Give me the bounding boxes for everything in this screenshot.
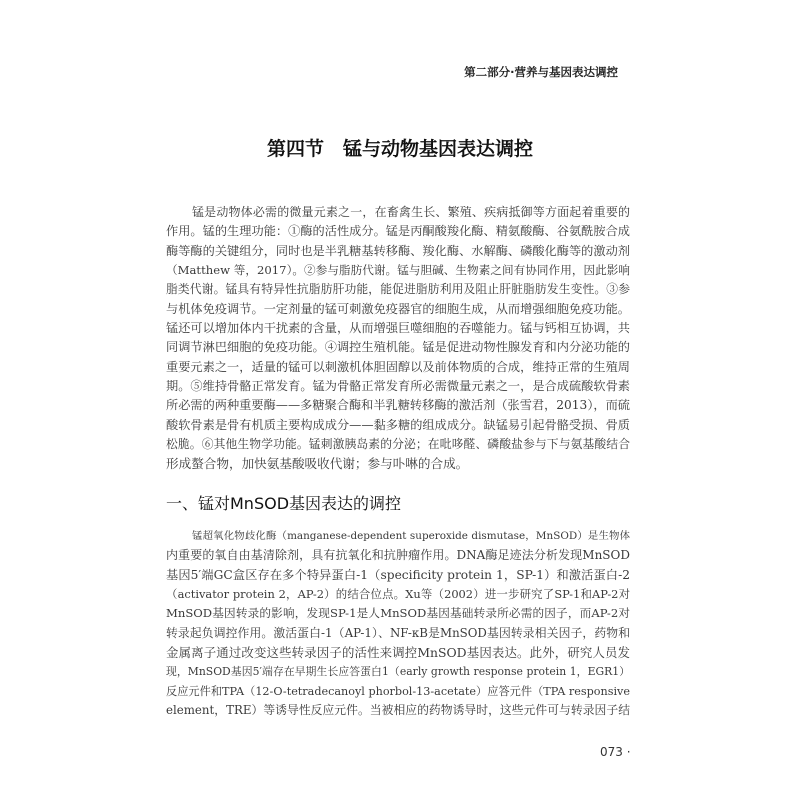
text-line: 酶等酶的关键组分，同时也是半乳糖基转移酶、羧化酶、水解酶、磷酸化酶等的激动剂 (166, 243, 630, 258)
text-line: 基因5′端GC盒区存在多个特异蛋白-1（specificity protein 1，SP-1）和激活蛋白-2 (166, 567, 630, 582)
text-line: 转录起负调控作用。激活蛋白-1（AP-1）、NF-κB是MnSOD基因转录相关因子，药物和 (166, 625, 630, 640)
paragraph-2 (166, 527, 630, 720)
text-line: 锰超氧化物歧化酶（manganese-dependent superoxide dismutase，MnSOD）是生物体 (192, 530, 630, 542)
text-line: 酸软骨素是骨有机质主要构成成分——黏多糖的组成成分。缺锰易引起骨骼受损、骨质 (166, 417, 630, 432)
text-line: element，TRE）等诱导性反应元件。当被相应的药物诱导时，这些元件可与转录因子结 (166, 703, 630, 718)
running-head: 第二部分·营养与基因表达调控 (464, 65, 618, 79)
text-line: 与机体免疫调节。一定剂量的锰可刺激免疫器官的细胞生成，从而增强细胞免疫功能。 (166, 301, 630, 316)
page-number: 073 · (600, 745, 631, 759)
text-line: 反应元件和TPA（12-O-tetradecanoyl phorbol-13-acetate）应答元件（TPA responsive (166, 684, 630, 698)
text-line: 期。⑤维持骨骼正常发育。锰为骨骼正常发育所必需微量元素之一，是合成硫酸软骨素 (166, 379, 630, 394)
section-heading: 一、锰对MnSOD基因表达的调控 (166, 494, 402, 513)
paragraph-1 (166, 203, 630, 474)
text-line: 脂类代谢。锰具有特异性抗脂肪肝功能，能促进脂肪利用及阻止肝脏脂肪发生变性。③参 (166, 282, 630, 297)
text-line: 锰还可以增加体内干扰素的含量，从而增强巨噬细胞的吞噬能力。锰与钙相互协调，共 (166, 321, 630, 336)
text-line: 同调节淋巴细胞的免疫功能。④调控生殖机能。锰是促进动物性腺发育和内分泌功能的 (166, 340, 630, 355)
text-line: 松脆。⑥其他生物学功能。锰刺激胰岛素的分泌；在吡哆醛、磷酸盐参与下与氨基酸结合 (166, 437, 630, 452)
text-line: 现，MnSOD基因5′端存在早期生长应答蛋白1（early growth response protein 1，EGR1） (166, 665, 630, 679)
text-line: 作用。锰的生理功能：①酶的活性成分。锰是丙酮酸羧化酶、精氨酸酶、谷氨酰胺合成 (166, 224, 630, 239)
text-line: （Matthew 等，2017）。②参与脂肪代谢。锰与胆碱、生物素之间有协同作用，因此影响 (166, 263, 630, 278)
text-line: （activator protein 2，AP-2）的结合位点。Xu等（2002）进一步研究了SP-1和AP-2对 (166, 587, 630, 602)
text-line: 金属离子通过改变这些转录因子的活性来调控MnSOD基因表达。此外，研究人员发 (166, 645, 630, 661)
text-line: MnSOD基因转录的影响，发现SP-1是人MnSOD基因基础转录所必需的因子，而AP-2对 (166, 606, 630, 621)
text-line: 重要元素之一，适量的锰可以刺激机体胆固醇以及前体物质的合成，维持正常的生殖周 (166, 359, 630, 374)
text-line: 内重要的氧自由基清除剂，具有抗氧化和抗肿瘤作用。DNA酶足迹法分析发现MnSOD (166, 548, 630, 563)
text-line: 形成螯合物，加快氨基酸吸收代谢；参与卟啉的合成。 (166, 456, 469, 472)
text-line: 锰是动物体必需的微量元素之一，在畜禽生长、繁殖、疾病抵御等方面起着重要的 (192, 205, 630, 219)
section-title: 第四节 锰与动物基因表达调控 (266, 138, 533, 160)
text-line: 所必需的两种重要酶——多糖聚合酶和半乳糖转移酶的激活剂（张雪君，2013），而硫 (166, 398, 630, 413)
